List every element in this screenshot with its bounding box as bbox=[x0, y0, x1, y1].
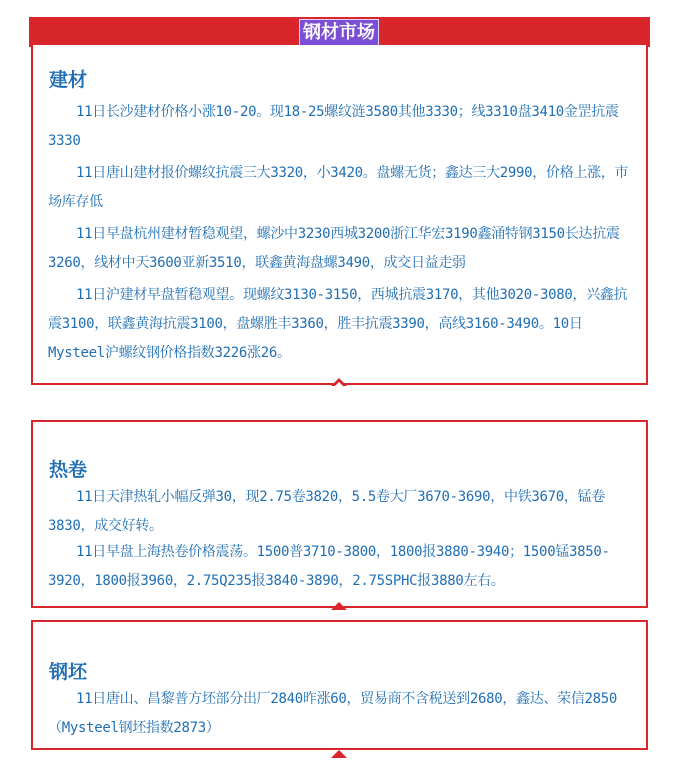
page-title: 钢材市场 bbox=[299, 19, 379, 47]
section-gangpi bbox=[31, 620, 648, 750]
paragraph: 11日早盘杭州建材暂稳观望，螺沙中3230西城3200浙江华宏3190鑫涌特钢3150长达抗震3260，线材中天3600亚新3510，联鑫黄海盘螺3490，成交日益走弱 bbox=[48, 226, 620, 271]
section-rejuan bbox=[31, 420, 648, 608]
paragraph: 11日唐山建材报价螺纹抗震三大3320，小3420。盘螺无货；鑫达三大2990，价格上涨，市场库存低 bbox=[48, 165, 629, 210]
section-heading: 建材 bbox=[49, 69, 88, 91]
paragraph: 11日天津热轧小幅反弹30，现2.75卷3820，5.5卷大厂3670-3690，中铁3670，锰卷3830，成交好转。 bbox=[48, 489, 606, 534]
section-heading: 钢坯 bbox=[49, 661, 88, 683]
section-notch-icon bbox=[331, 750, 347, 758]
paragraph: 11日早盘上海热卷价格震荡。1500普3710-3800，1800报3880-3940；1500锰3850-3920，1800报3960，2.75Q235报3840-3890，2.75SPHC报3880左右。 bbox=[48, 544, 610, 589]
section-jiancai bbox=[31, 45, 648, 385]
section-heading: 热卷 bbox=[49, 459, 88, 481]
paragraph: 11日长沙建材价格小涨10-20。现18-25螺纹涟3580其他3330；线3310盘3410金罡抗震3330 bbox=[48, 104, 619, 149]
section-notch-icon bbox=[333, 382, 345, 388]
section-notch-icon bbox=[331, 602, 347, 610]
paragraph: 11日唐山、昌黎普方坯部分出厂2840昨涨60，贸易商不含税送到2680，鑫达、荣信2850（Mysteel钢坯指数2873） bbox=[48, 691, 618, 736]
paragraph: 11日沪建材早盘暂稳观望。现螺纹3130-3150，西城抗震3170，其他3020-3080，兴鑫抗震3100，联鑫黄海抗震3100，盘螺胜丰3360，胜丰抗震3390，高线3160-3490。10日Mysteel沪螺纹钢价格指数3226涨26。 bbox=[48, 287, 628, 361]
